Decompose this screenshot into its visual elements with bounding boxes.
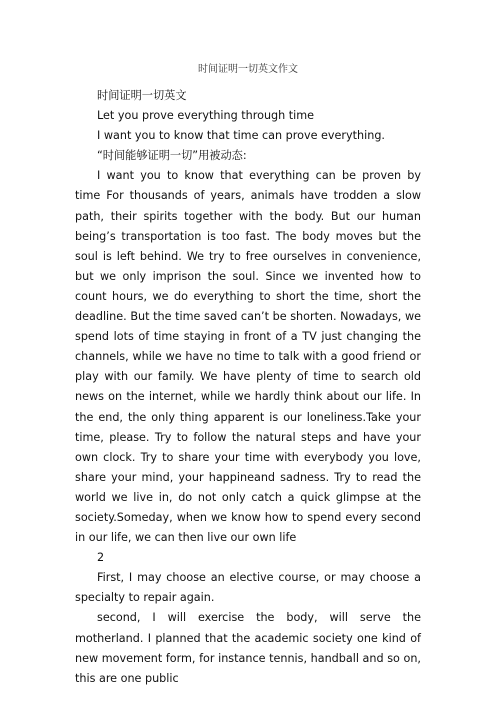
paragraph-3: I want you to know that time can prove everything. [97,129,385,143]
document-body [75,86,421,689]
paragraph-5: I want you to know that everything can be proven by time For thousands of years, animals have trodden a slow path, their spirits together with the body. But our human being’s transportation is too fast. The body moves but the soul is left behind. We try to free ourselves in convenience, but we only imprison the soul. Since we invented how to count hours, we do everything to short the time, short the deadline. But the time saved can’t be shorten. Nowadays, we spend lots of time staying in front of a TV just changing the channels, while we have no time to talk with a good friend or play with our family. We have plenty of time to search old news on the internet, while we hardly think about our life. In the end, the only thing apparent is our loneliness.Take your time, please. Try to follow the natural steps and have your own clock. Try to share your time with everybody you love, share your mind, your happineand sadness. Try to read the world we live in, do not only catch a quick glimpse at the society.Someday, when we know how to spend every second in our life, we can then live our own life [75,169,421,545]
paragraph-7: First, I may choose an elective course, or may choose a specialty to repair again. [75,571,421,605]
page-header-title: 时间证明一切英文作文 [198,64,298,75]
paragraph-6: 2 [97,551,105,565]
paragraph-4: “时间能够证明一切”用被动态: [97,149,247,163]
paragraph-2: Let you prove everything through time [97,109,315,123]
paragraph-8: second, I will exercise the body, will serve the motherland. I planned that the academic society one kind of new movement form, for instance tennis, handball and so on, this are one public [75,611,421,685]
paragraph-1: 时间证明一切英文 [97,89,187,102]
